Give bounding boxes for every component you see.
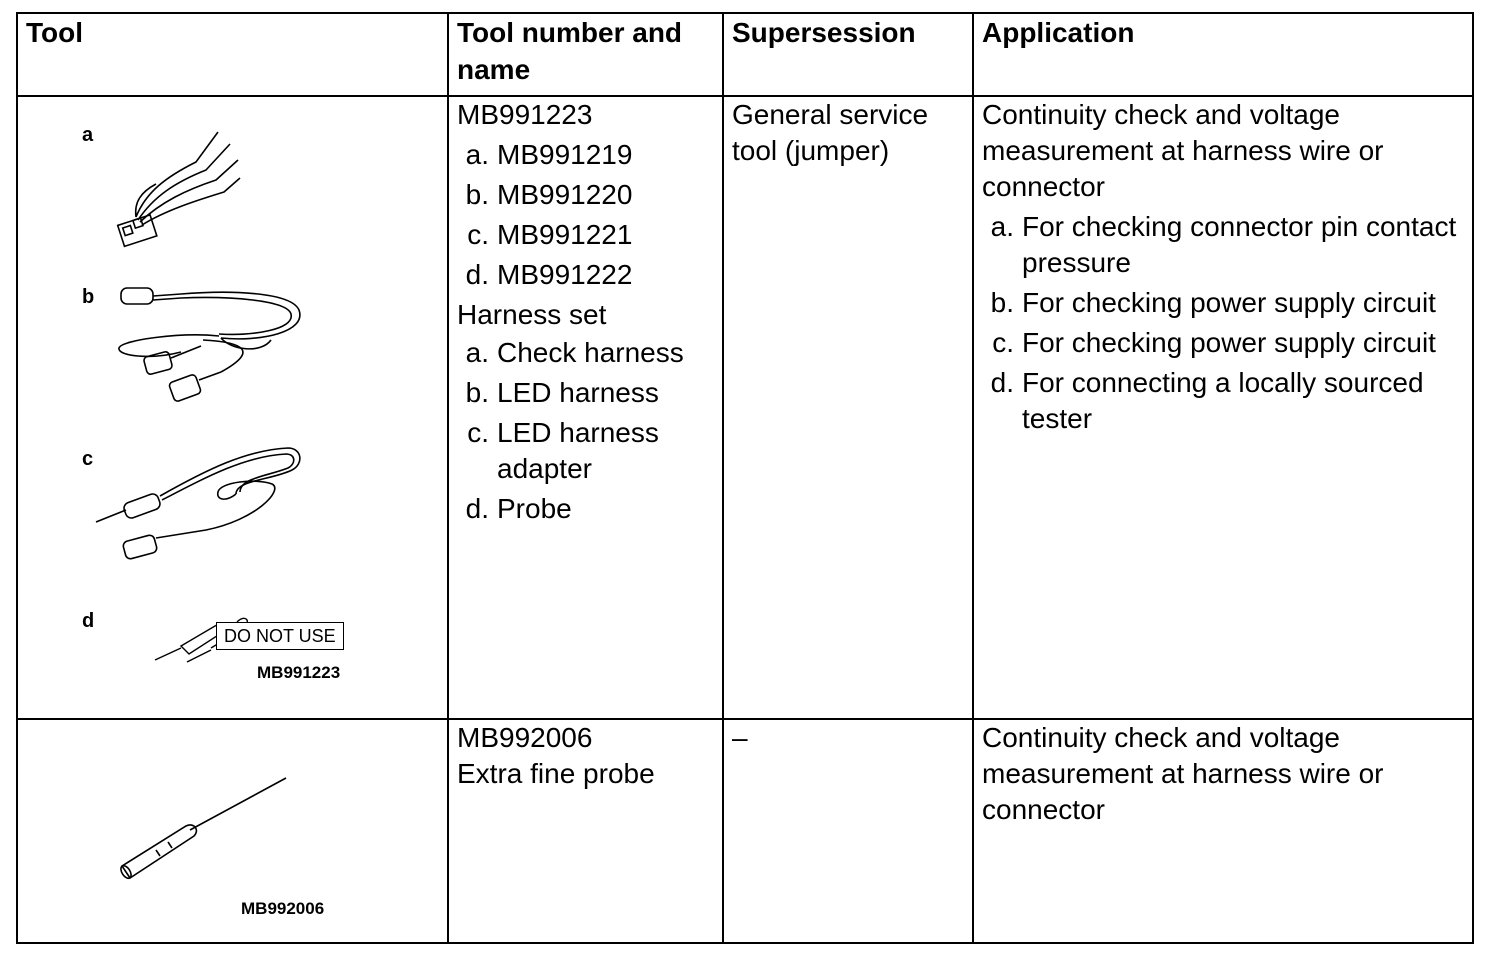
supersession-cell-mb992006: –: [732, 722, 748, 753]
application-text: Continuity check and voltage measurement at harness wire or connector: [982, 99, 1384, 202]
list-item: d. For connecting a locally sourced tester: [990, 367, 1424, 434]
table-border-right: [1472, 12, 1474, 944]
list-item: d. Probe: [465, 493, 572, 524]
figure-label-d: d: [82, 610, 95, 632]
list-item: b. MB991220: [465, 179, 633, 210]
list-item: a. For checking connector pin contact pressure: [990, 211, 1457, 278]
header-application: Application: [982, 17, 1135, 48]
list-item: b. LED harness: [465, 377, 659, 408]
tool-number-list: [457, 137, 719, 293]
figure-label-a: a: [82, 124, 94, 146]
list-item: c. For checking power supply circuit: [992, 327, 1436, 358]
led-harness-icon: [111, 280, 311, 410]
application-list: [982, 209, 1466, 437]
tool-name: Extra fine probe: [457, 758, 655, 789]
tool-name: Harness set: [457, 299, 607, 330]
tool-number: MB992006: [457, 722, 593, 753]
list-item: a. Check harness: [465, 337, 684, 368]
tool-number-cell-mb991223: [457, 97, 719, 531]
header-supersession: Supersession: [732, 17, 916, 48]
tool-number-cell-mb992006: [457, 720, 719, 792]
led-harness-adapter-icon: [96, 440, 306, 570]
figure-label-c: c: [82, 448, 94, 470]
column-divider-2: [722, 12, 724, 944]
figure-caption-mb991223: MB991223: [257, 663, 341, 682]
list-item: c. MB991221: [467, 219, 633, 250]
supersession-cell-mb991223: General service tool (jumper): [732, 99, 929, 166]
special-tools-table: [16, 12, 1474, 944]
list-item: b. For checking power supply circuit: [990, 287, 1436, 318]
list-item: d. MB991222: [465, 259, 633, 290]
extra-fine-probe-icon: [116, 774, 296, 884]
column-divider-1: [447, 12, 449, 944]
list-item: a. MB991219: [465, 139, 633, 170]
application-cell-mb992006: Continuity check and voltage measurement at harness wire or connector: [982, 722, 1384, 825]
header-tool: Tool: [26, 17, 84, 48]
figure-label-b: b: [82, 286, 95, 308]
table-border-bottom: [16, 942, 1474, 944]
figure-caption-mb992006: MB992006: [241, 899, 325, 918]
check-harness-icon: [106, 122, 246, 262]
do-not-use-stamp: DO NOT USE: [216, 622, 344, 650]
header-tool-number: Tool number and name: [457, 17, 683, 85]
application-cell-mb991223: [982, 97, 1466, 441]
tool-name-list: [457, 335, 719, 527]
column-divider-3: [972, 12, 974, 944]
list-item: c. LED harness adapter: [467, 417, 659, 484]
table-border-left: [16, 12, 18, 944]
tool-number: MB991223: [457, 99, 593, 130]
